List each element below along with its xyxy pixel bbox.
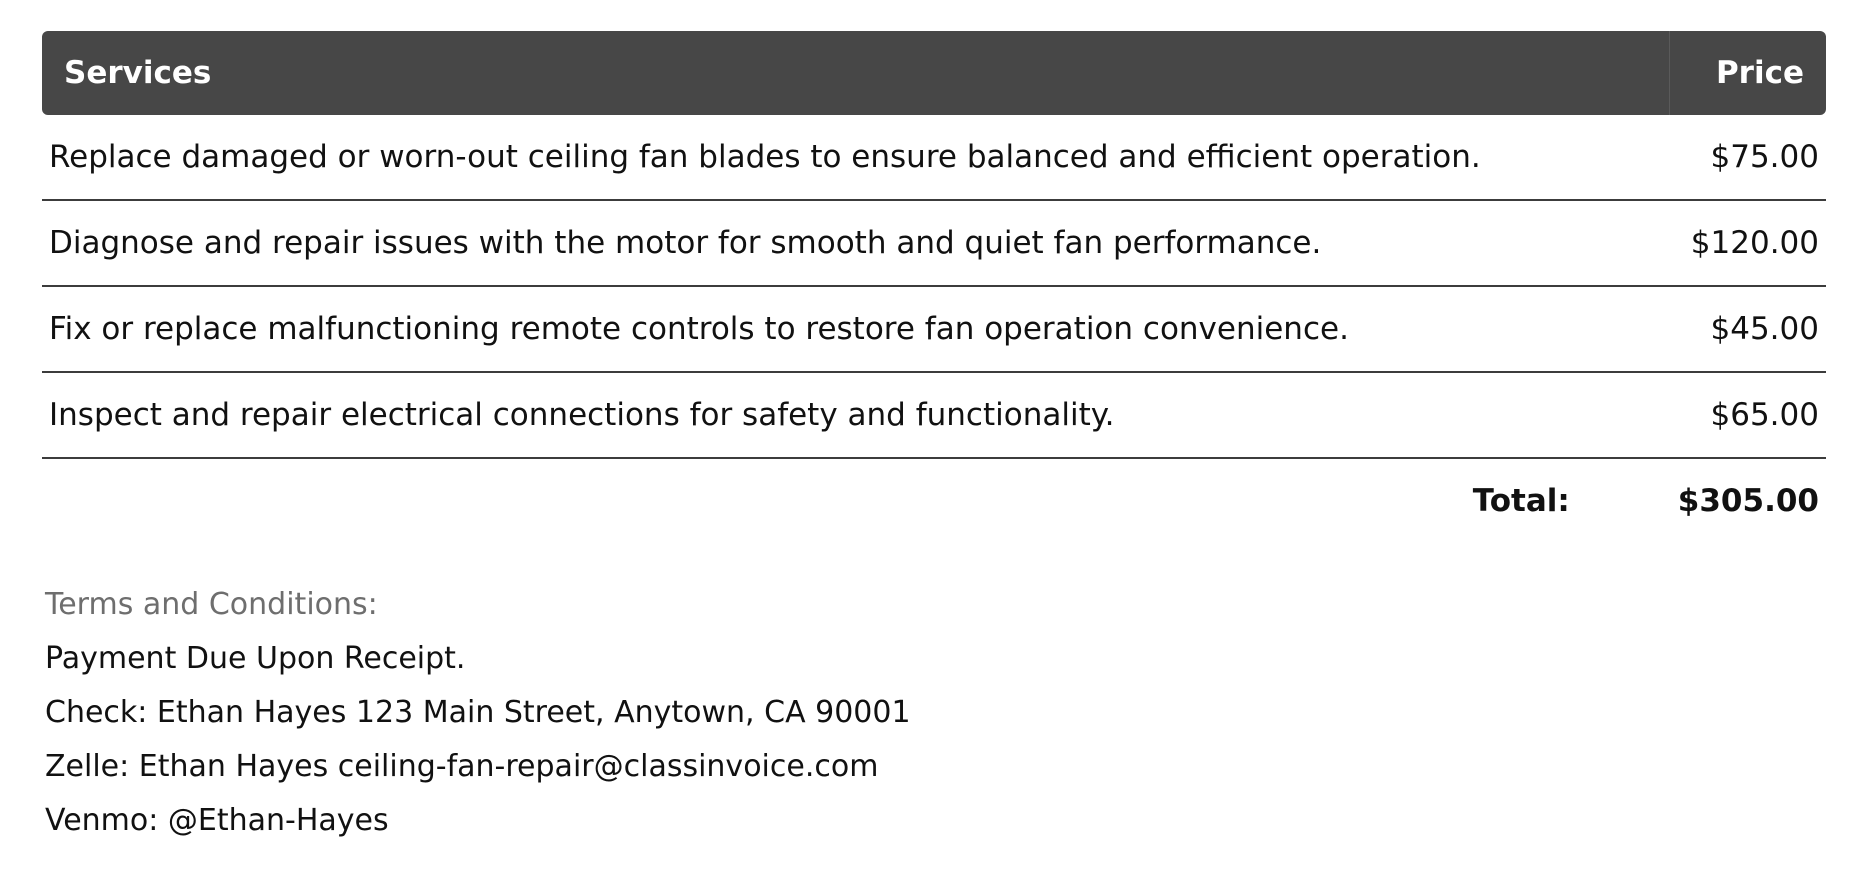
terms-zelle-info: Zelle: Ethan Hayes ceiling-fan-repair@classinvoice.com <box>45 749 879 784</box>
services-table-body <box>42 115 1826 458</box>
table-row <box>42 115 1826 200</box>
terms-payment-due: Payment Due Upon Receipt. <box>45 641 466 676</box>
total-label: Total: <box>1472 483 1570 519</box>
price-column-header: Price <box>1669 31 1826 115</box>
total-row <box>42 459 1826 543</box>
terms-heading: Terms and Conditions: <box>45 587 378 622</box>
invoice-services-section <box>42 31 1826 543</box>
table-row <box>42 200 1826 286</box>
service-description: Inspect and repair electrical connections for safety and functionality. <box>42 372 1669 458</box>
services-table-header <box>42 31 1826 115</box>
service-price: $75.00 <box>1669 115 1826 200</box>
terms-venmo-info: Venmo: @Ethan-Hayes <box>45 803 389 838</box>
header-row <box>42 31 1826 115</box>
service-description: Replace damaged or worn-out ceiling fan blades to ensure balanced and efficient operation. <box>42 115 1669 200</box>
services-table <box>42 31 1826 459</box>
service-price: $65.00 <box>1669 372 1826 458</box>
services-column-header: Services <box>42 31 1669 115</box>
terms-check-info: Check: Ethan Hayes 123 Main Street, Anytown, CA 90001 <box>45 695 911 730</box>
table-row <box>42 286 1826 372</box>
service-price: $45.00 <box>1669 286 1826 372</box>
total-value: $305.00 <box>1677 483 1819 519</box>
service-price: $120.00 <box>1669 200 1826 286</box>
table-row <box>42 372 1826 458</box>
terms-and-conditions <box>45 578 1345 848</box>
service-description: Fix or replace malfunctioning remote controls to restore fan operation convenience. <box>42 286 1669 372</box>
service-description: Diagnose and repair issues with the motor for smooth and quiet fan performance. <box>42 200 1669 286</box>
